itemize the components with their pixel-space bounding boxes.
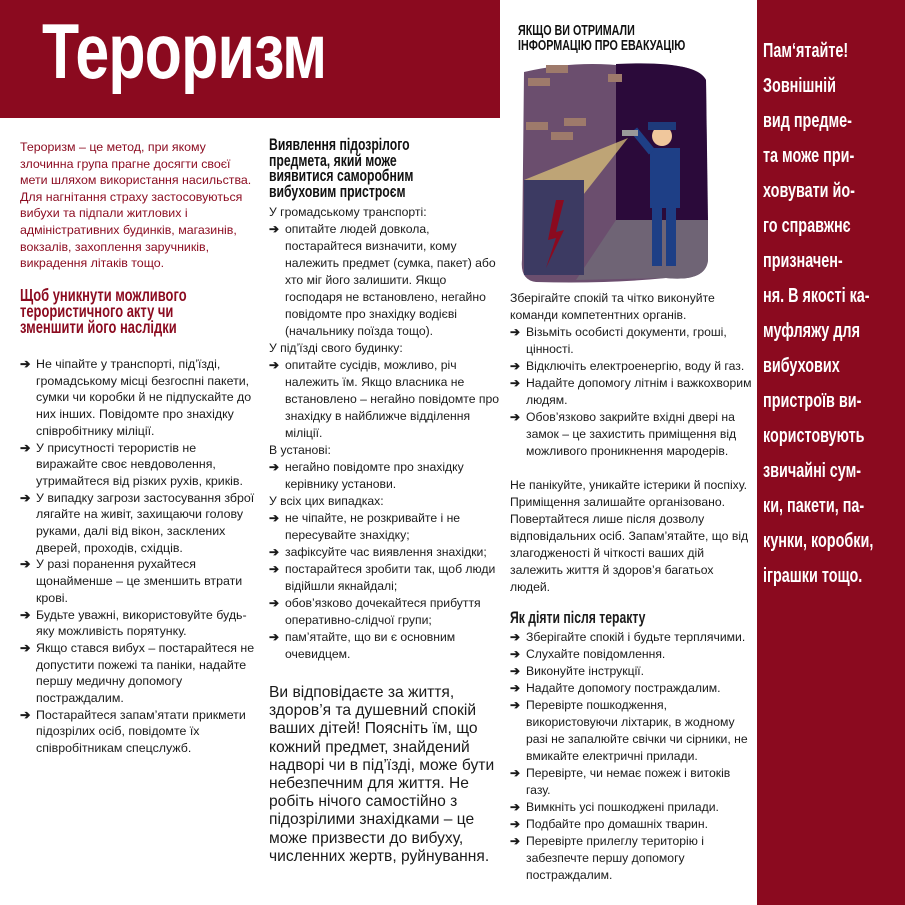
prevent-list (20, 356, 255, 757)
arrow-right-icon: ➔ (269, 358, 280, 372)
page-title: Тероризм (42, 7, 327, 95)
remember-line: призначен- (763, 250, 843, 272)
list-item-text: У присутності терористів не виражайте своє невдоволення, утримайтеся від різких рухів, криків. (36, 440, 243, 488)
arrow-right-icon: ➔ (510, 817, 521, 831)
suspicious-heading (269, 138, 491, 200)
group-label: У всіх цих випадках: (269, 494, 384, 508)
list-item-text: обов’язково дочекайтеся прибуття оперативно-слідчої групи; (285, 596, 481, 627)
evacuation-section (510, 290, 756, 884)
arrow-right-icon: ➔ (510, 800, 521, 814)
list-item-text: Перевірте прилеглу територію і забезпечте першу допомогу постраждалим. (526, 834, 704, 882)
arrow-right-icon: ➔ (269, 460, 280, 474)
arrow-right-icon: ➔ (510, 630, 521, 644)
list-item-text: опитайте сусідів, можливо, річ належить їм. Якщо власника не встановлено – негайно повідомте про знахідку в найближче відділення міліції. (285, 358, 500, 440)
list-item (269, 510, 501, 544)
list-item (20, 640, 255, 707)
list-item-text: пам’ятайте, що ви є основним очевидцем. (285, 630, 456, 661)
prevent-heading (20, 287, 257, 335)
remember-line: Пам‘ятайте! (763, 40, 849, 62)
arrow-right-icon: ➔ (510, 698, 521, 712)
list-item-text: Надайте допомогу постраждалим. (526, 681, 721, 695)
list-item-text: У разі поранення рухайтеся щонайменше – це зменшить втрати крові. (36, 557, 243, 605)
list-item-text: Надайте допомогу літнім і важкохворим людям. (526, 376, 752, 407)
remember-line: користовують (763, 425, 865, 447)
arrow-right-icon: ➔ (510, 766, 521, 780)
heading-line: предмета, який може (269, 151, 397, 170)
list-item-text: не чіпайте, не розкривайте і не пересувайте знахідку; (285, 511, 461, 542)
arrow-right-icon: ➔ (510, 647, 521, 661)
list-item-text: Обов’язково закрийте вхідні двері на замок – це захистить приміщення від можливого проникнення мародерів. (526, 410, 737, 458)
heading-line: Виявлення підозрілого (269, 136, 410, 154)
arrow-right-icon: ➔ (20, 607, 31, 622)
list-item (269, 357, 501, 442)
group-list (269, 357, 501, 442)
list-item (269, 629, 501, 663)
remember-line: іграшки тощо. (763, 565, 863, 587)
list-item (510, 799, 756, 816)
list-item-text: Перевірте, чи немає пожеж і витоків газу. (526, 766, 731, 797)
list-item-text: Зберігайте спокій і будьте терплячими. (526, 630, 746, 644)
list-item (20, 607, 255, 640)
suspicious-section (269, 138, 501, 866)
evacuation-lead: Зберігайте спокій та чітко виконуйте команди компетентних органів. (510, 291, 715, 322)
list-item (510, 409, 756, 460)
list-item (510, 816, 756, 833)
arrow-right-icon: ➔ (269, 630, 280, 644)
remember-line: вид предме- (763, 110, 852, 132)
group-label: У громадському транспорті: (269, 205, 427, 219)
list-item-text: Постарайтеся запам’ятати прикмети підозрілих осіб, повідомте їх співробітникам спецслужб. (36, 707, 246, 756)
list-item-text: Візьміть особисті документи, гроші, цінності. (526, 325, 727, 356)
guard-flashlight-illustration (516, 60, 714, 284)
group-list (269, 510, 501, 663)
list-item-text: Перевірте пошкодження, використовуючи ліхтарик, в жодному разі не запалюйте свічки чи сірники, не вмикайте електричні прилади. (526, 698, 748, 763)
arrow-right-icon: ➔ (20, 440, 31, 455)
heading-line: Щоб уникнути можливого (20, 285, 187, 305)
remember-line: та може при- (763, 145, 855, 167)
list-item-text: Вимкніть усі пошкоджені прилади. (526, 800, 719, 814)
list-item (510, 697, 756, 765)
list-item-text: Якщо стався вибух – постарайтеся не допустити пожежі та паніки, надайте першу медичну допомогу постраждалим. (36, 640, 255, 706)
list-item-text: опитайте людей довкола, постарайтеся визначити, кому належить предмет (сумка, пакет) або хто міг його залишити. Якщо господаря не встановлено, негайно повідомте про знахідку водієві (начальнику поїзда тощо). (285, 222, 496, 338)
remember-line: ки, пакети, па- (763, 495, 865, 517)
remember-line: Зовнішній (763, 75, 836, 97)
remember-text (763, 34, 900, 594)
group-label: У під’їзді свого будинку: (269, 341, 403, 355)
remember-line: звичайні сум- (763, 460, 862, 482)
arrow-right-icon: ➔ (20, 357, 31, 371)
list-item (20, 440, 255, 490)
remember-line: ховувати йо- (763, 180, 855, 202)
arrow-right-icon: ➔ (20, 490, 31, 505)
remember-line: го справжнє (763, 215, 851, 237)
arrow-right-icon: ➔ (510, 834, 521, 848)
group-label: В установі: (269, 443, 331, 457)
list-item (269, 561, 501, 595)
list-item (20, 490, 255, 557)
list-item-text: Подбайте про домашніх тварин. (526, 817, 708, 831)
list-item-text: зафіксуйте час виявлення знахідки; (285, 545, 487, 559)
list-item (510, 375, 756, 409)
list-item (510, 629, 756, 646)
arrow-right-icon: ➔ (510, 325, 521, 339)
group-list (269, 221, 501, 340)
arrow-right-icon: ➔ (20, 707, 31, 722)
arrow-right-icon: ➔ (20, 640, 31, 655)
heading-line: виявитися саморобним (269, 167, 414, 185)
list-item (510, 646, 756, 663)
remember-line: пристроїв ви- (763, 390, 862, 412)
heading-line: вибуховим пристроєм (269, 182, 406, 201)
evacuation-heading (518, 24, 718, 54)
remember-line: ня. В якості ка- (763, 285, 870, 307)
list-item (510, 663, 756, 680)
list-item-text: постарайтеся зробити так, щоб люди відійшли якнайдалі; (285, 562, 496, 593)
arrow-right-icon: ➔ (269, 222, 280, 236)
list-item-text: Слухайте повідомлення. (526, 647, 666, 661)
list-item (510, 680, 756, 697)
list-item (510, 324, 756, 358)
list-item-text: Відключіть електроенергію, воду й газ. (526, 359, 745, 373)
after-list (510, 629, 756, 884)
list-item-text: Виконуйте інструкції. (526, 664, 645, 678)
heading-line: ІНФОРМАЦІЮ ПРО ЕВАКУАЦІЮ (518, 38, 686, 54)
list-item (269, 595, 501, 629)
evacuation-note: Не панікуйте, уникайте істерики й поспіху. Приміщення залишайте організовано. Повертайтеся лише після дозволу відповідальних осіб. Запам’ятайте, що від злагодженості й чіткості ваших дій залежить життя й здоров’я багатьох людей. (510, 478, 749, 594)
arrow-right-icon: ➔ (269, 545, 280, 559)
list-item-text: Не чіпайте у транспорті, під’їзді, громадському місці безгоспні пакети, сумки чи коробки й не підпускайте до них інших. Повідомте про знахідку співробітнику міліції. (36, 357, 252, 438)
heading-line: ЯКЩО ВИ ОТРИМАЛИ (518, 23, 635, 39)
list-item (269, 221, 501, 340)
arrow-right-icon: ➔ (510, 376, 521, 390)
list-item-text: Будьте уважні, використовуйте будь-яку можливість порятунку. (36, 607, 247, 639)
heading-line: зменшити його наслідки (20, 317, 177, 337)
arrow-right-icon: ➔ (510, 681, 521, 695)
arrow-right-icon: ➔ (269, 562, 280, 576)
list-item (510, 765, 756, 799)
list-item-text: У випадку загрози застосування зброї лягайте на живіт, захищаючи голову руками, далі від вікон, засклених дверей, проходів, східців. (36, 490, 255, 555)
list-item (510, 358, 756, 375)
list-item (269, 459, 501, 493)
evacuation-list (510, 324, 756, 460)
list-item (20, 707, 255, 757)
arrow-right-icon: ➔ (510, 359, 521, 373)
suspicious-groups (269, 204, 501, 663)
list-item (20, 356, 255, 440)
group-list (269, 459, 501, 493)
arrow-right-icon: ➔ (269, 511, 280, 525)
children-note: Ви відповідаєте за життя, здоров’я та душевний спокій ваших дітей! Поясніть їм, що кожний предмет, знайдений надворі чи в під’їзді, може бути небезпечним для життя. Не робіть нічого самостійно з підозрілими знахідками – це може призвести до вибуху, численних жертв, руйнування. (269, 684, 495, 865)
after-heading: Як діяти після теракту (510, 609, 646, 627)
arrow-right-icon: ➔ (510, 664, 521, 678)
arrow-right-icon: ➔ (510, 410, 521, 424)
remember-line: кунки, коробки, (763, 530, 874, 552)
arrow-right-icon: ➔ (20, 557, 31, 572)
remember-line: вибухових (763, 355, 840, 377)
list-item-text: негайно повідомте про знахідку керівнику установи. (285, 460, 464, 491)
list-item (20, 556, 255, 606)
arrow-right-icon: ➔ (269, 596, 280, 610)
remember-line: муфляжу для (763, 320, 860, 342)
list-item (510, 833, 756, 884)
intro-text: Тероризм – це метод, при якому злочинна група прагне досягти своєї мети шляхом використання насильства. Для нагнітання страху застосовуються вибухи та підпали житлових і адміністративних будинків, магазинів, вокзалів, захоплення заручників, викрадення літаків тощо. (20, 140, 252, 271)
list-item (269, 544, 501, 561)
heading-line: терористичного акту чи (20, 301, 174, 321)
